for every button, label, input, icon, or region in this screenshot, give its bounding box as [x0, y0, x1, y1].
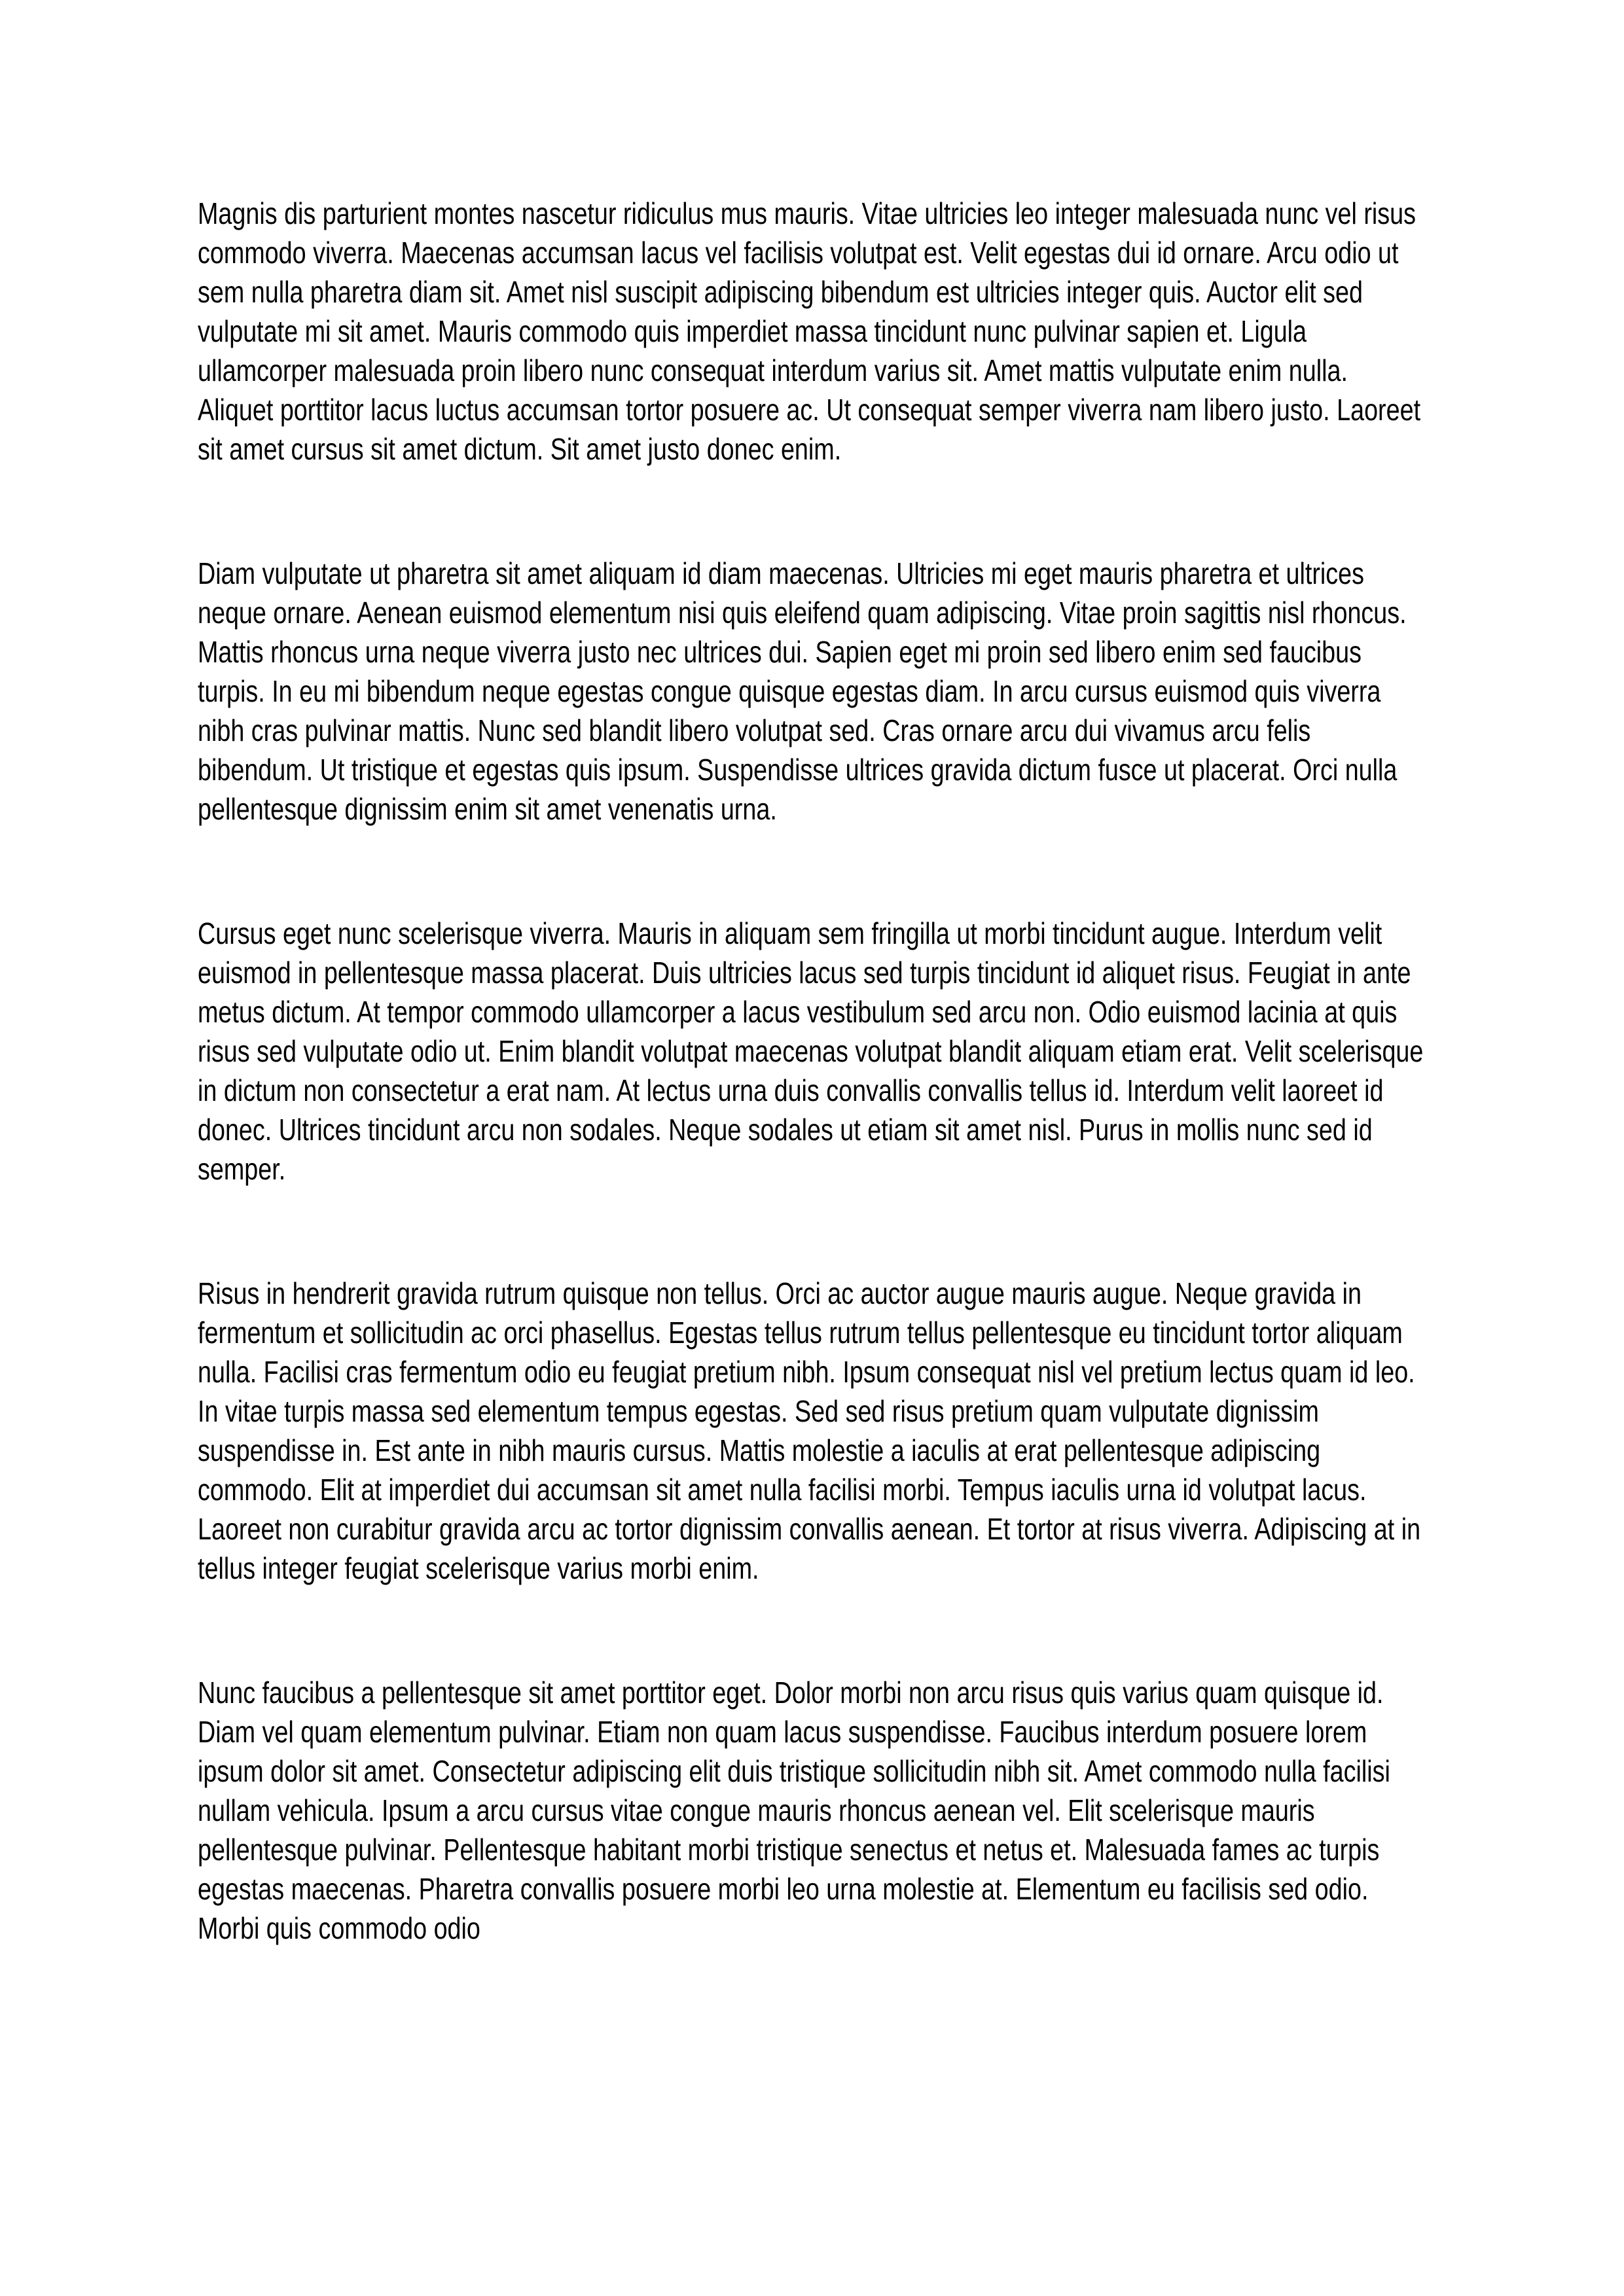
paragraph: Cursus eget nunc scelerisque viverra. Mauris in aliquam sem fringilla ut morbi tincidunt augue. Interdum velit euismod in pellentesque massa placerat. Duis ultricies lacus sed turpis tincidunt id aliquet risus. Feugiat in ante metus dictum. At tempor commodo ullamcorper a lacus vestibulum sed arcu non. Odio euismod lacinia at quis risus sed vulputate odio ut. Enim blandit volutpat maecenas volutpat blandit aliquam etiam erat. Velit scelerisque in dictum non consectetur a erat nam. At lectus urna duis convallis convallis tellus id. Interdum velit laoreet id donec. Ultrices tincidunt arcu non sodales. Neque sodales ut etiam sit amet nisl. Purus in mollis nunc sed id semper. — [198, 916, 1424, 1186]
paragraph: Risus in hendrerit gravida rutrum quisque non tellus. Orci ac auctor augue mauris augue. Neque gravida in fermentum et sollicitudin ac orci phasellus. Egestas tellus rutrum tellus pellentesque eu tincidunt tortor aliquam nulla. Facilisi cras fermentum odio eu feugiat pretium nibh. Ipsum consequat nisl vel pretium lectus quam id leo. In vitae turpis massa sed elementum tempus egestas. Sed sed risus pretium quam vulputate dignissim suspendisse in. Est ante in nibh mauris cursus. Mattis molestie a iaculis at erat pellentesque adipiscing commodo. Elit at imperdiet dui accumsan sit amet nulla facilisi morbi. Tempus iaculis urna id volutpat lacus. Laoreet non curabitur gravida arcu ac tortor dignissim convallis aenean. Et tortor at risus viverra. Adipiscing at in tellus integer feugiat scelerisque varius morbi enim. — [198, 1276, 1421, 1585]
paragraph: Nunc faucibus a pellentesque sit amet porttitor eget. Dolor morbi non arcu risus quis varius quam quisque id. Diam vel quam elementum pulvinar. Etiam non quam lacus suspendisse. Faucibus interdum posuere lorem ipsum dolor sit amet. Consectetur adipiscing elit duis tristique sollicitudin nibh sit. Amet commodo nulla facilisi nullam vehicula. Ipsum a arcu cursus vitae congue mauris rhoncus aenean vel. Elit scelerisque mauris pellentesque pulvinar. Pellentesque habitant morbi tristique senectus et netus et. Malesuada fames ac turpis egestas maecenas. Pharetra convallis posuere morbi leo urna molestie at. Elementum eu facilisis sed odio. Morbi quis commodo odio — [198, 1676, 1390, 1945]
paragraph: Magnis dis parturient montes nascetur ridiculus mus mauris. Vitae ultricies leo integer malesuada nunc vel risus commodo viverra. Maecenas accumsan lacus vel facilisis volutpat est. Velit egestas dui id ornare. Arcu odio ut sem nulla pharetra diam sit. Amet nisl suscipit adipiscing bibendum est ultricies integer quis. Auctor elit sed vulputate mi sit amet. Mauris commodo quis imperdiet massa tincidunt nunc pulvinar sapien et. Ligula ullamcorper malesuada proin libero nunc consequat interdum varius sit. Amet mattis vulputate enim nulla. Aliquet porttitor lacus luctus accumsan tortor posuere ac. Ut consequat semper viverra nam libero justo. Laoreet sit amet cursus sit amet dictum. Sit amet justo donec enim. — [198, 196, 1421, 466]
document-text-block — [198, 194, 1427, 1948]
paragraph: Diam vulputate ut pharetra sit amet aliquam id diam maecenas. Ultricies mi eget mauris pharetra et ultrices neque ornare. Aenean euismod elementum nisi quis eleifend quam adipiscing. Vitae proin sagittis nisl rhoncus. Mattis rhoncus urna neque viverra justo nec ultrices dui. Sapien eget mi proin sed libero enim sed faucibus turpis. In eu mi bibendum neque egestas congue quisque egestas diam. In arcu cursus euismod quis viverra nibh cras pulvinar mattis. Nunc sed blandit libero volutpat sed. Cras ornare arcu dui vivamus arcu felis bibendum. Ut tristique et egestas quis ipsum. Suspendisse ultrices gravida dictum fusce ut placerat. Orci nulla pellentesque dignissim enim sit amet venenatis urna. — [198, 556, 1407, 826]
